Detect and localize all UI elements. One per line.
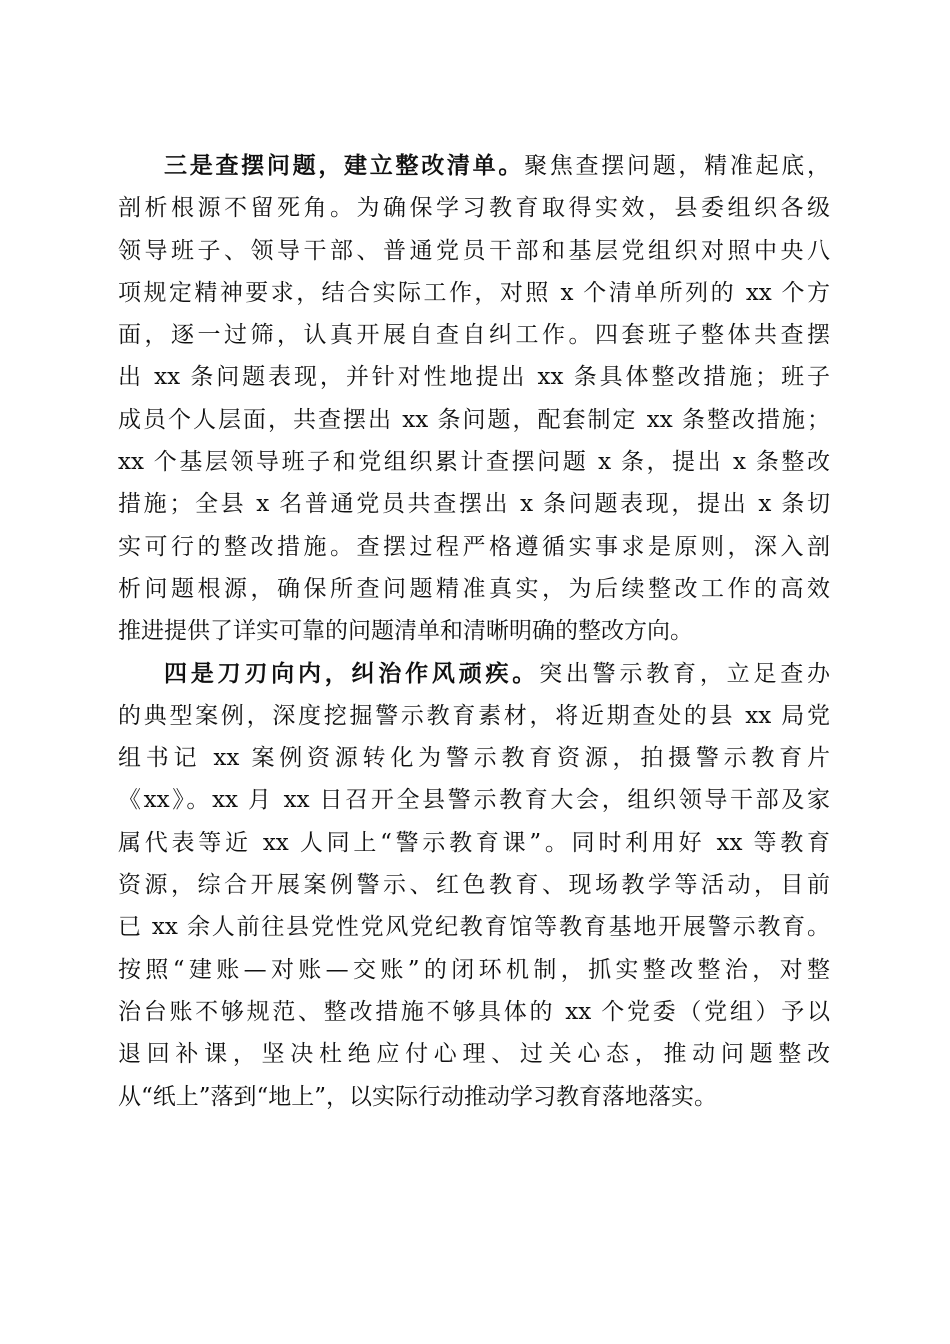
paragraph-line: 措施；全县 x 名普通党员共查摆出 x 条问题表现，提出 x 条切 <box>118 491 830 518</box>
paragraph-line: xx 个基层领导班子和党组织累计查摆问题 x 条，提出 x 条整改 <box>118 449 830 476</box>
paragraph-line: 项规定精神要求，结合实际工作，对照 x 个清单所列的 xx 个方 <box>118 279 830 306</box>
paragraph-line <box>118 145 830 187</box>
paragraph-line: 《xx》。xx 月 xx 日召开全县警示教育大会，组织领导干部及家 <box>118 787 830 814</box>
paragraph-line <box>118 653 830 695</box>
paragraph-line: 实可行的整改措施。查摆过程严格遵循实事求是原则，深入剖 <box>118 533 830 560</box>
paragraph-work-style <box>118 653 830 1118</box>
paragraph-rectification-list <box>118 145 830 653</box>
document-body <box>118 145 830 1118</box>
paragraph-line: 已 xx 余人前往县党性党风党纪教育馆等教育基地开展警示教育。 <box>118 914 830 941</box>
paragraph-line: 的典型案例，深度挖掘警示教育素材，将近期查处的县 xx 局党 <box>118 702 830 729</box>
paragraph-lead: 四是刀刃向内，纠治作风顽疾。 <box>164 659 540 687</box>
paragraph-line: 属代表等近 xx 人同上“警示教育课”。同时利用好 xx 等教育 <box>118 829 830 856</box>
paragraph-line: 领导班子、领导干部、普通党员干部和基层党组织对照中央八 <box>118 237 830 264</box>
paragraph-line-text: 聚焦查摆问题，精准起底， <box>524 153 831 179</box>
paragraph-line: 出 xx 条问题表现，并针对性地提出 xx 条具体整改措施；班子 <box>118 364 830 391</box>
paragraph-line: 治台账不够规范、整改措施不够具体的 xx 个党委（党组）予以 <box>118 998 830 1025</box>
paragraph-lead: 三是查摆问题，建立整改清单。 <box>164 152 525 179</box>
paragraph-line: 组书记 xx 案例资源转化为警示教育资源，拍摄警示教育片 <box>118 745 830 772</box>
paragraph-line: 面，逐一过筛，认真开展自查自纠工作。四套班子整体共查摆 <box>118 322 830 349</box>
paragraph-line: 从“纸上”落到“地上”，以实际行动推动学习教育落地落实。 <box>118 1083 718 1110</box>
paragraph-line: 析问题根源，确保所查问题精准真实，为后续整改工作的高效 <box>118 575 830 602</box>
paragraph-line: 退回补课，坚决杜绝应付心理、过关心态，推动问题整改 <box>118 1041 830 1068</box>
paragraph-line: 按照“建账—对账—交账”的闭环机制，抓实整改整治，对整 <box>118 956 830 983</box>
paragraph-line-text: 突出警示教育，立足查办 <box>539 660 831 687</box>
paragraph-line: 剖析根源不留死角。为确保学习教育取得实效，县委组织各级 <box>118 195 830 222</box>
paragraph-line: 推进提供了详实可靠的问题清单和清晰明确的整改方向。 <box>118 618 693 645</box>
paragraph-line: 成员个人层面，共查摆出 xx 条问题，配套制定 xx 条整改措施； <box>118 406 830 433</box>
paragraph-line: 资源，综合开展案例警示、红色教育、现场教学等活动，目前 <box>118 872 830 899</box>
